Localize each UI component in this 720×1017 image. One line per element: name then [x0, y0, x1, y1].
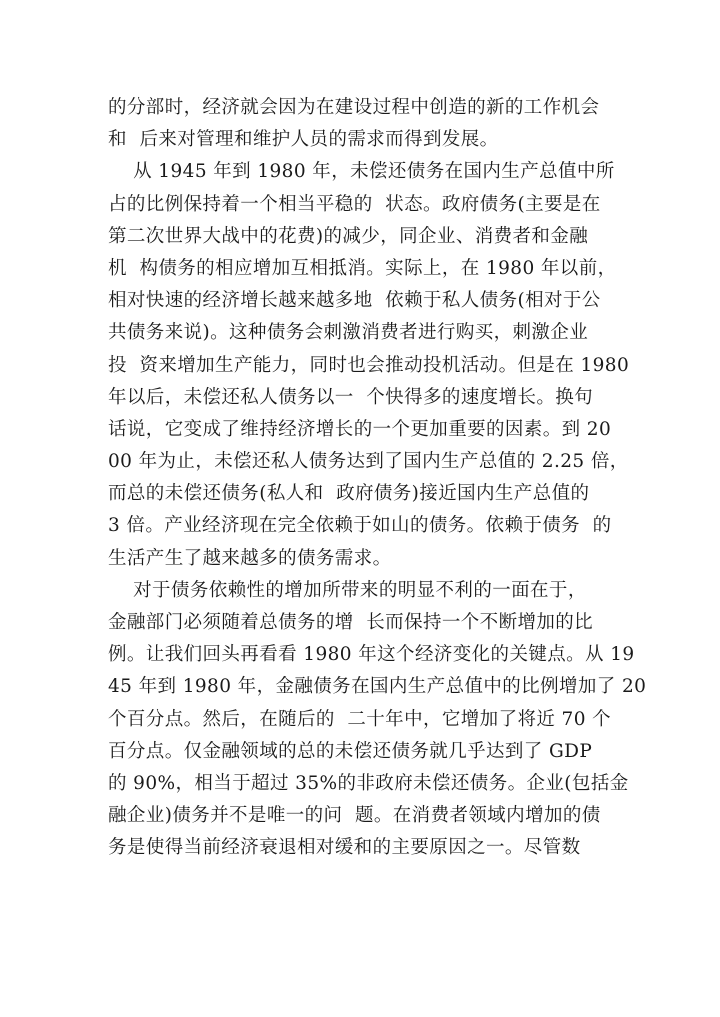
text-line: 3 倍。产业经济现在完全依赖于如山的债务。依赖于债务 的 — [108, 515, 612, 537]
text-line: 个百分点。然后，在随后的 二十年中，它增加了将近 70 个 — [108, 708, 612, 730]
text-line: 融企业)债务并不是唯一的问 题。在消费者领域内增加的债 — [108, 805, 601, 827]
text-line: 机 构债务的相应增加互相抵消。实际上，在 1980 年以前， — [108, 257, 617, 279]
text-line: 生活产生了越来越多的债务需求。 — [108, 547, 392, 569]
text-line: 话说，它变成了维持经济增长的一个更加重要的因素。到 20 — [108, 418, 612, 440]
text-line: 百分点。仅金融领域的总的未偿还债务就几乎达到了 GDP — [108, 740, 593, 762]
text-line: 的分部时，经济就会因为在建设过程中创造的新的工作机会 — [108, 97, 600, 118]
text-line: 和 后来对管理和维护人员的需求而得到发展。 — [108, 129, 499, 151]
text-line: 而总的未偿还债务(私人和 政府债务)接近国内生产总值的 — [108, 483, 590, 505]
text-line: 相对快速的经济增长越来越多地 依赖于私人债务(相对于公 — [108, 290, 601, 312]
text-line: 从 1945 年到 1980 年，未偿还债务在国内生产总值中所 — [108, 161, 615, 183]
body-text — [108, 92, 647, 865]
text-line: 45 年到 1980 年，金融债务在国内生产总值中的比例增加了 20 — [108, 676, 647, 698]
text-line: 务是使得当前经济衰退相对缓和的主要原因之一。尽管数 — [108, 837, 581, 859]
text-line: 金融部门必须随着总债务的增 长而保持一个不断增加的比 — [108, 612, 594, 633]
text-line: 年以后，未偿还私人债务以一 个快得多的速度增长。换句 — [108, 386, 594, 408]
text-line: 的 90%，相当于超过 35%的非政府未偿还债务。企业(包括金 — [108, 772, 629, 794]
text-line: 对于债务依赖性的增加所带来的明显不利的一面在于， — [108, 579, 587, 601]
text-line: 00 年为止，未偿还私人债务达到了国内生产总值的 2.25 倍， — [108, 451, 629, 473]
text-line: 第二次世界大战中的花费)的减少，同企业、消费者和金融 — [108, 225, 589, 247]
text-line: 投 资来增加生产能力，同时也会推动投机活动。但是在 1980 — [108, 354, 630, 376]
text-line: 共债务来说)。这种债务会刺激消费者进行购买，刺激企业 — [108, 322, 589, 344]
text-line: 例。让我们回头再看看 1980 年这个经济变化的关键点。从 19 — [108, 644, 635, 666]
text-line: 占的比例保持着一个相当平稳的 状态。政府债务(主要是在 — [108, 193, 601, 215]
